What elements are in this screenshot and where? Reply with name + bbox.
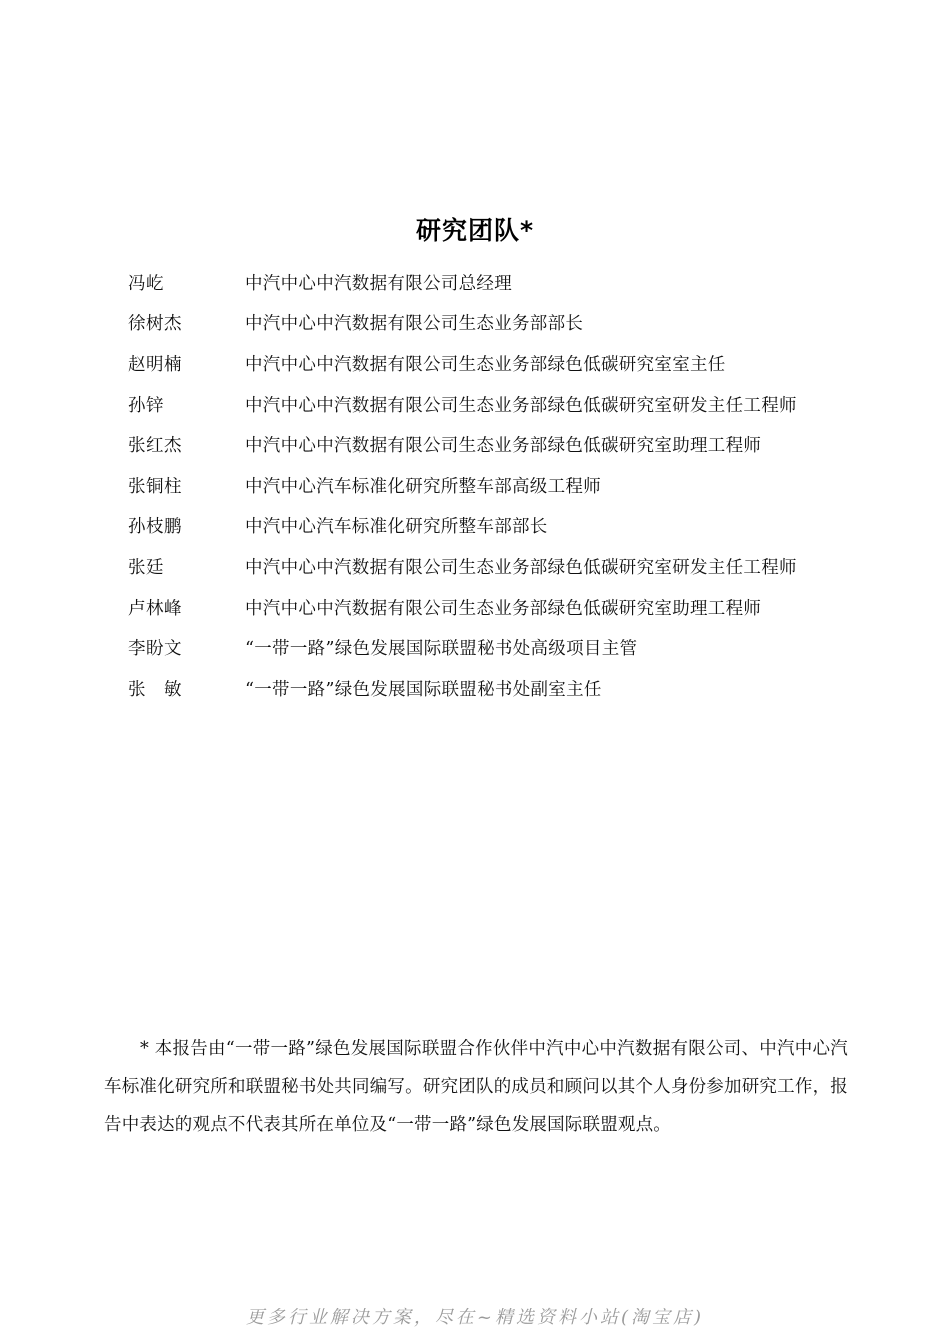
member-title: 中汽中心中汽数据有限公司生态业务部绿色低碳研究室研发主任工程师 — [245, 395, 797, 416]
team-member-row — [128, 546, 888, 587]
team-member-row — [128, 587, 888, 628]
member-name: 孙锌 — [128, 395, 164, 416]
member-title: 中汽中心中汽数据有限公司生态业务部绿色低碳研究室助理工程师 — [245, 598, 762, 619]
member-name: 徐树杰 — [128, 314, 182, 335]
member-title: 中汽中心中汽数据有限公司生态业务部绿色低碳研究室室主任 — [245, 354, 726, 375]
member-title: 中汽中心汽车标准化研究所整车部部长 — [245, 517, 548, 538]
team-member-row — [128, 506, 888, 547]
team-member-row — [128, 465, 888, 506]
page-title: 研究团队* — [415, 215, 535, 245]
team-member-row — [128, 262, 888, 303]
member-name: 李盼文 — [128, 639, 182, 660]
member-name: 卢林峰 — [128, 598, 182, 619]
member-name: 张 敏 — [128, 679, 182, 700]
team-member-row — [128, 627, 888, 668]
team-list — [128, 262, 888, 709]
team-member-row — [128, 424, 888, 465]
member-title: 中汽中心中汽数据有限公司生态业务部部长 — [245, 314, 584, 335]
member-name: 张铜柱 — [128, 476, 182, 497]
team-member-row — [128, 303, 888, 344]
member-title: 中汽中心汽车标准化研究所整车部高级工程师 — [245, 476, 601, 497]
team-member-row — [128, 668, 888, 709]
team-member-row — [128, 384, 888, 425]
team-member-row — [128, 343, 888, 384]
watermark-text: 更多行业解决方案，尽在~精选资料小站(淘宝店) — [245, 1307, 705, 1328]
member-name: 张廷 — [128, 557, 164, 578]
member-title: “一带一路”绿色发展国际联盟秘书处副室主任 — [245, 679, 602, 700]
member-name: 赵明楠 — [128, 354, 182, 375]
footnote: * 本报告由“一带一路”绿色发展国际联盟合作伙伴中汽中心中汽数据有限公司、中汽中心汽车标准化研究所和联盟秘书处共同编写。研究团队的成员和顾问以其个人身份参加研究工作，报告中表达的观点不代表其所在单位及“一带一路”绿色发展国际联盟观点。 — [104, 1039, 848, 1135]
member-title: “一带一路”绿色发展国际联盟秘书处高级项目主管 — [245, 639, 638, 660]
member-name: 孙枝鹏 — [128, 517, 182, 538]
member-title: 中汽中心中汽数据有限公司生态业务部绿色低碳研究室研发主任工程师 — [245, 557, 797, 578]
member-title: 中汽中心中汽数据有限公司生态业务部绿色低碳研究室助理工程师 — [245, 436, 762, 457]
member-name: 冯屹 — [128, 273, 164, 294]
member-title: 中汽中心中汽数据有限公司总经理 — [245, 273, 512, 294]
member-name: 张红杰 — [128, 436, 182, 457]
